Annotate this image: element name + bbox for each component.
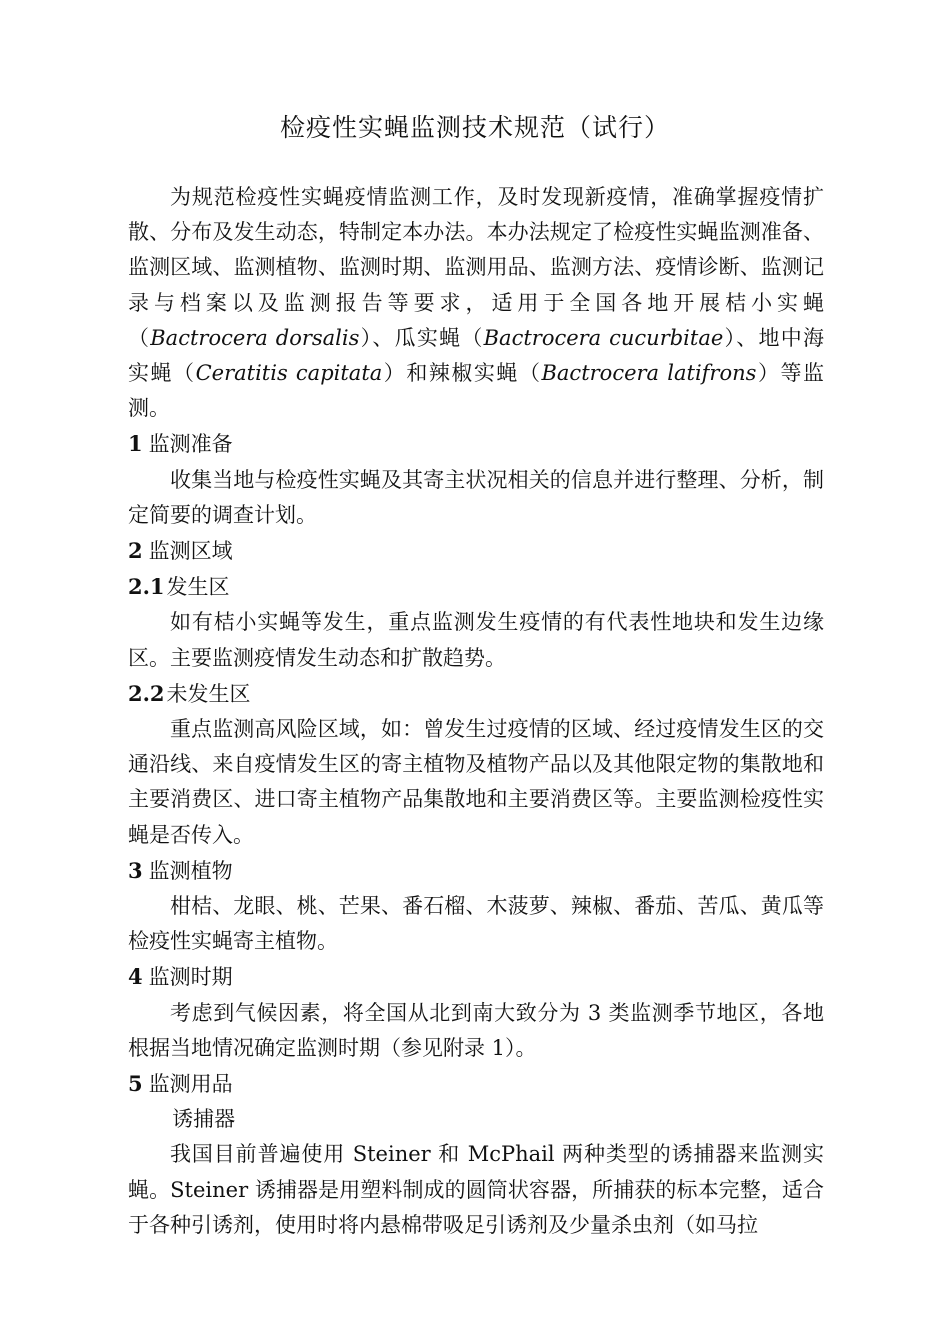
scientific-name: Bactrocera latifrons	[541, 361, 757, 386]
section-title: 监测用品	[148, 1072, 233, 1097]
document-title: 检疫性实蝇监测技术规范（试行）	[279, 113, 670, 142]
section-title: 监测准备	[148, 432, 233, 457]
section-heading-1	[128, 426, 824, 462]
section-number: 1	[128, 431, 143, 457]
section-title: 监测植物	[148, 858, 233, 883]
intro-text-1: 为规范检疫性实蝇疫情监测工作，及时发现新疫情，准确掌握疫情扩散、分布及发生动态，特制定本办法。本办法规定了检疫性实蝇监测准备、监测区域、监测植物、监测时期、监测用品、监测方法、疫情诊断、监测记录与档案以及监测报告等要求，适用于全国各地开展桔小实蝇（	[128, 185, 824, 350]
section-paragraph-5: 我国目前普遍使用 Steiner 和 McPhail 两种类型的诱捕器来监测实蝇。Steiner 诱捕器是用塑料制成的圆筒状容器，所捕获的标本完整，适合于各种引诱剂，使用时将内悬棉带吸足引诱剂及少量杀虫剂（如马拉	[128, 1142, 824, 1237]
section-paragraph-2-1: 如有桔小实蝇等发生，重点监测发生疫情的有代表性地块和发生边缘区。主要监测疫情发生动态和扩散趋势。	[128, 610, 824, 670]
section-heading-5	[128, 1066, 824, 1102]
document-body	[128, 180, 824, 1243]
section-title: 监测时期	[148, 965, 233, 990]
section-number: 5	[128, 1071, 143, 1097]
intro-text-2: ）、瓜实蝇（	[359, 325, 484, 350]
section-number: 2.1	[128, 574, 165, 600]
section-heading-4	[128, 959, 824, 995]
scientific-name: Ceratitis capitata	[195, 361, 383, 386]
section-heading-3	[128, 853, 824, 889]
section-title: 发生区	[166, 575, 230, 600]
scientific-name: Bactrocera cucurbitae	[483, 325, 724, 350]
intro-text-3: ）、地中海实蝇（	[128, 325, 825, 386]
sub-heading-trap: 诱捕器	[172, 1107, 236, 1132]
intro-text-5: ）等监测。	[128, 361, 824, 421]
section-paragraph-4: 考虑到气候因素，将全国从北到南大致分为 3 类监测季节地区，各地根据当地情况确定监测时期（参见附录 1）。	[128, 1000, 824, 1060]
section-paragraph-3: 柑桔、龙眼、桃、芒果、番石榴、木菠萝、辣椒、番茄、苦瓜、黄瓜等检疫性实蝇寄主植物。	[128, 894, 824, 954]
section-paragraph-2-2: 重点监测高风险区域，如：曾发生过疫情的区域、经过疫情发生区的交通沿线、来自疫情发生区的寄主植物及植物产品以及其他限定物的集散地和主要消费区、进口寄主植物产品集散地和主要消费区等。主要监测检疫性实蝇是否传入。	[128, 717, 824, 847]
subsection-heading-2-1	[128, 569, 824, 605]
section-title: 未发生区	[166, 681, 251, 706]
section-number: 2	[128, 538, 143, 564]
section-number: 3	[128, 857, 143, 883]
scientific-name: Bactrocera dorsalis	[150, 325, 360, 350]
section-title: 监测区域	[148, 539, 233, 564]
subsection-heading-2-2	[128, 676, 824, 712]
section-heading-2	[128, 533, 824, 569]
section-number: 2.2	[128, 680, 165, 706]
intro-text-4: ）和辣椒实蝇（	[382, 361, 542, 386]
intro-paragraph	[128, 180, 824, 426]
section-number: 4	[128, 964, 143, 990]
section-paragraph-1: 收集当地与检疫性实蝇及其寄主状况相关的信息并进行整理、分析，制定简要的调查计划。	[128, 467, 824, 527]
